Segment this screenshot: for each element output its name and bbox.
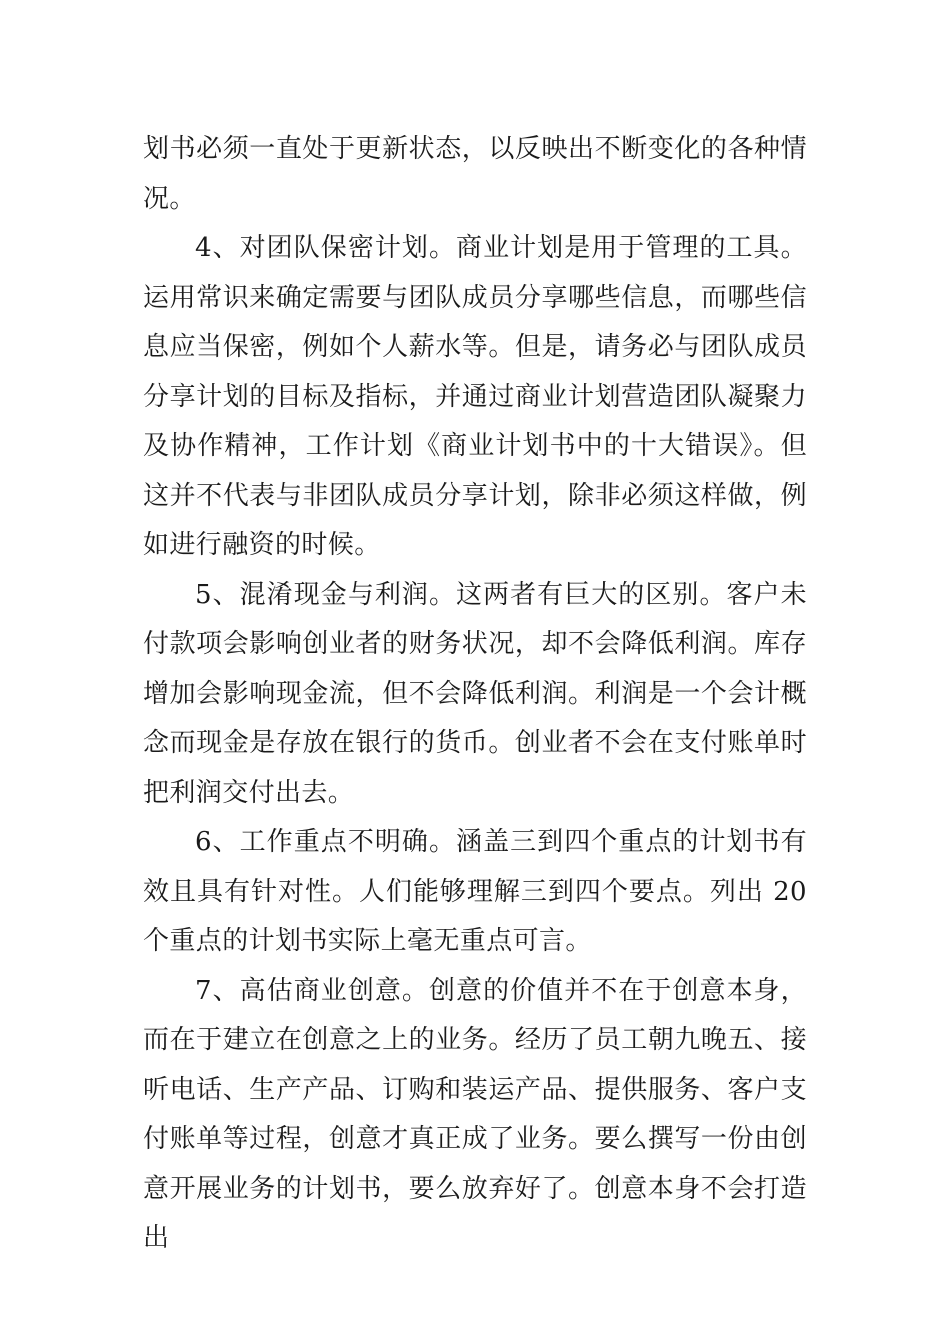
paragraph-continuation: 划书必须一直处于更新状态，以反映出不断变化的各种情况。 <box>143 134 807 214</box>
paragraph-item-7: 7、高估商业创意。创意的价值并不在于创意本身，而在于建立在创意之上的业务。经历了员工朝九晚五、接听电话、生产产品、订购和装运产品、提供服务、客户支付账单等过程，创意才真正成了业务。要么撰写一份由创意开展业务的计划书，要么放弃好了。创意本身不会打造出 <box>143 975 807 1253</box>
paragraph-item-5: 5、混淆现金与利润。这两者有巨大的区别。客户未付款项会影响创业者的财务状况，却不会降低利润。库存增加会影响现金流，但不会降低利润。利润是一个会计概念而现金是存放在银行的货币。创业者不会在支付账单时把利润交付出去。 <box>143 579 807 808</box>
document-body <box>143 125 807 1264</box>
paragraph-item-6: 6、工作重点不明确。涵盖三到四个重点的计划书有效且具有针对性。人们能够理解三到四个要点。列出 20 个重点的计划书实际上毫无重点可言。 <box>143 827 807 956</box>
paragraph-item-4: 4、对团队保密计划。商业计划是用于管理的工具。运用常识来确定需要与团队成员分享哪些信息，而哪些信息应当保密，例如个人薪水等。但是，请务必与团队成员分享计划的目标及指标，并通过商业计划营造团队凝聚力及协作精神，工作计划《商业计划书中的十大错误》。但这并不代表与非团队成员分享计划，除非必须这样做，例如进行融资的时候。 <box>143 233 807 560</box>
